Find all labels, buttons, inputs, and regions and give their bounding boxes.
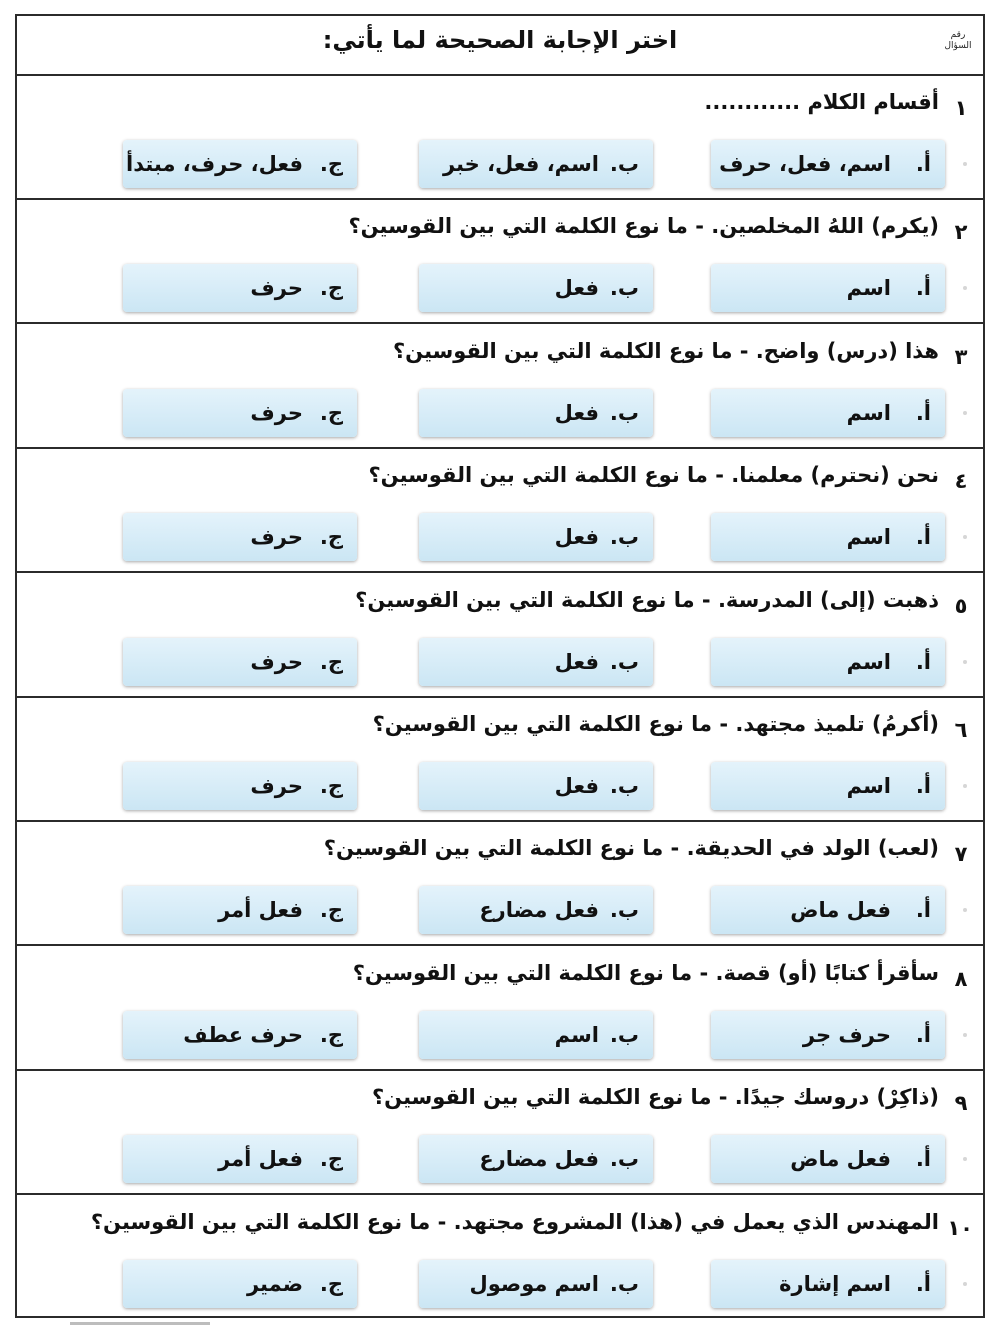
question-number: ١٠ — [947, 1215, 973, 1240]
option-letter: ب. — [609, 400, 639, 425]
answer-marker-dot — [963, 1033, 967, 1037]
option-label: حرف — [250, 525, 303, 550]
question-number: ٩ — [954, 1091, 968, 1116]
answer-marker-dot — [963, 411, 967, 415]
option-letter: أ. — [915, 774, 931, 798]
option-a-button[interactable] — [711, 638, 945, 686]
option-letter: ب. — [609, 1022, 639, 1047]
question-text: هذا (درس) واضح. - ما نوع الكلمة التي بين القوسين؟ — [393, 338, 939, 363]
option-c-button[interactable] — [123, 1011, 357, 1059]
option-label: اسم موصول — [469, 1271, 599, 1296]
option-label: حرف — [250, 774, 303, 798]
option-b-button[interactable] — [419, 140, 653, 188]
question-row — [17, 1194, 983, 1318]
option-b-button[interactable] — [419, 389, 653, 437]
option-label: فعل — [554, 649, 599, 674]
option-letter: ج. — [319, 649, 343, 674]
footer-mark — [70, 1322, 210, 1325]
option-label: فعل — [554, 276, 599, 301]
option-label: فعل أمر — [218, 1147, 303, 1172]
option-label: اسم — [846, 276, 891, 301]
option-letter: ب. — [609, 898, 639, 923]
question-number: ٢ — [954, 220, 968, 245]
question-row — [17, 945, 983, 1071]
option-b-button[interactable] — [419, 762, 653, 810]
page-title: اختر الإجابة الصحيحة لما يأتي: — [322, 26, 678, 54]
option-b-button[interactable] — [419, 638, 653, 686]
option-a-button[interactable] — [711, 762, 945, 810]
option-label: فعل، حرف، مبتدأ — [126, 152, 303, 176]
option-label: حرف — [250, 400, 303, 425]
question-number: ٦ — [954, 718, 968, 742]
question-number: ١ — [954, 96, 968, 120]
option-label: حرف — [250, 276, 303, 301]
option-letter: أ. — [915, 1022, 931, 1047]
question-number: ٣ — [954, 344, 968, 369]
option-label: فعل مضارع — [479, 898, 599, 923]
option-label: اسم — [846, 525, 891, 550]
answer-marker-dot — [963, 1157, 967, 1161]
option-a-button[interactable] — [711, 886, 945, 934]
option-label: حرف عطف — [183, 1022, 303, 1047]
option-a-button[interactable] — [711, 1011, 945, 1059]
option-label: فعل مضارع — [479, 1147, 599, 1172]
option-label: حرف — [250, 649, 303, 674]
option-letter: ب. — [609, 774, 639, 798]
question-text: المهندس الذي يعمل في (هذا) المشروع مجتهد. - ما نوع الكلمة التي بين القوسين؟ — [90, 1209, 939, 1234]
option-letter: ب. — [609, 152, 639, 176]
option-letter: أ. — [915, 649, 931, 674]
option-label: ضمير — [246, 1271, 303, 1296]
option-b-button[interactable] — [419, 513, 653, 561]
option-label: فعل ماض — [790, 898, 891, 923]
option-letter: ج. — [319, 1022, 343, 1047]
answer-marker-dot — [963, 286, 967, 290]
option-letter: ب. — [609, 649, 639, 674]
answer-marker-dot — [963, 1282, 967, 1286]
option-c-button[interactable] — [123, 886, 357, 934]
question-row — [17, 696, 983, 822]
option-letter: أ. — [915, 400, 931, 425]
option-c-button[interactable] — [123, 1260, 357, 1308]
option-b-button[interactable] — [419, 1260, 653, 1308]
question-row — [17, 447, 983, 573]
option-letter: أ. — [915, 1147, 931, 1172]
question-text: سأقرأ كتابًا (أو) قصة. - ما نوع الكلمة التي بين القوسين؟ — [352, 960, 939, 985]
answer-marker-dot — [963, 660, 967, 664]
question-text: (ذاكِرْ) دروسك جيدًا. - ما نوع الكلمة التي بين القوسين؟ — [372, 1085, 939, 1110]
quiz-header — [17, 16, 983, 76]
question-number: ٥ — [954, 593, 968, 618]
option-label: فعل — [554, 400, 599, 425]
option-label: فعل — [554, 774, 599, 798]
option-letter: أ. — [915, 152, 931, 176]
option-label: اسم، فعل، خبر — [442, 152, 599, 176]
question-text: (لعب) الولد في الحديقة. - ما نوع الكلمة التي بين القوسين؟ — [323, 836, 939, 861]
answer-marker-dot — [963, 784, 967, 788]
option-label: اسم — [846, 774, 891, 798]
option-letter: أ. — [915, 525, 931, 550]
answer-marker-dot — [963, 908, 967, 912]
question-row — [17, 820, 983, 946]
option-letter: ج. — [319, 525, 343, 550]
option-label: حرف جر — [802, 1022, 891, 1047]
option-b-button[interactable] — [419, 1011, 653, 1059]
option-a-button[interactable] — [711, 1260, 945, 1308]
option-letter: ب. — [609, 1271, 639, 1296]
option-label: فعل — [554, 525, 599, 550]
option-c-button[interactable] — [123, 638, 357, 686]
option-label: اسم إشارة — [779, 1271, 891, 1296]
option-letter: أ. — [915, 898, 931, 923]
question-text: (أكرمُ) تلميذ مجتهد. - ما نوع الكلمة التي بين القوسين؟ — [372, 712, 939, 736]
option-a-button[interactable] — [711, 1135, 945, 1183]
quiz-sheet — [15, 14, 985, 1318]
option-c-button[interactable] — [123, 513, 357, 561]
question-row — [17, 74, 983, 200]
option-letter: ج. — [319, 400, 343, 425]
option-letter: ج. — [319, 898, 343, 923]
question-number: ٤ — [954, 469, 968, 494]
option-letter: ج. — [319, 1147, 343, 1172]
option-letter: أ. — [915, 1271, 931, 1296]
question-row — [17, 572, 983, 698]
question-text: نحن (نحترم) معلمنا. - ما نوع الكلمة التي بين القوسين؟ — [368, 463, 939, 488]
question-number: ٧ — [954, 842, 968, 867]
option-label: اسم — [846, 649, 891, 674]
question-number-column-label: رقم السؤال — [944, 30, 972, 51]
option-letter: ج. — [319, 774, 343, 798]
option-a-button[interactable] — [711, 264, 945, 312]
question-text: (يكرم) اللهُ المخلصين. - ما نوع الكلمة التي بين القوسين؟ — [348, 214, 939, 239]
question-row — [17, 198, 983, 324]
question-number: ٨ — [954, 966, 968, 991]
option-b-button[interactable] — [419, 886, 653, 934]
option-letter: ب. — [609, 276, 639, 301]
option-a-button[interactable] — [711, 140, 945, 188]
answer-marker-dot — [963, 535, 967, 539]
option-letter: أ. — [915, 276, 931, 301]
answer-marker-dot — [963, 162, 967, 166]
option-letter: ب. — [609, 525, 639, 550]
option-label: فعل أمر — [218, 898, 303, 923]
option-letter: ج. — [319, 152, 343, 176]
option-letter: ج. — [319, 276, 343, 301]
option-a-button[interactable] — [711, 389, 945, 437]
question-text: ذهبت (إلى) المدرسة. - ما نوع الكلمة التي بين القوسين؟ — [355, 587, 939, 612]
option-c-button[interactable] — [123, 1135, 357, 1183]
question-text: أقسام الكلام ............ — [704, 90, 939, 114]
option-label: اسم — [846, 400, 891, 425]
option-b-button[interactable] — [419, 264, 653, 312]
question-row — [17, 323, 983, 449]
option-c-button[interactable] — [123, 389, 357, 437]
option-letter: ب. — [609, 1147, 639, 1172]
question-row — [17, 1069, 983, 1195]
option-letter: ج. — [319, 1271, 343, 1296]
option-c-button[interactable] — [123, 140, 357, 188]
option-b-button[interactable] — [419, 1135, 653, 1183]
option-c-button[interactable] — [123, 264, 357, 312]
option-a-button[interactable] — [711, 513, 945, 561]
option-label: فعل ماض — [790, 1147, 891, 1172]
option-c-button[interactable] — [123, 762, 357, 810]
option-label: اسم — [554, 1022, 599, 1047]
option-label: اسم، فعل، حرف — [719, 152, 891, 176]
